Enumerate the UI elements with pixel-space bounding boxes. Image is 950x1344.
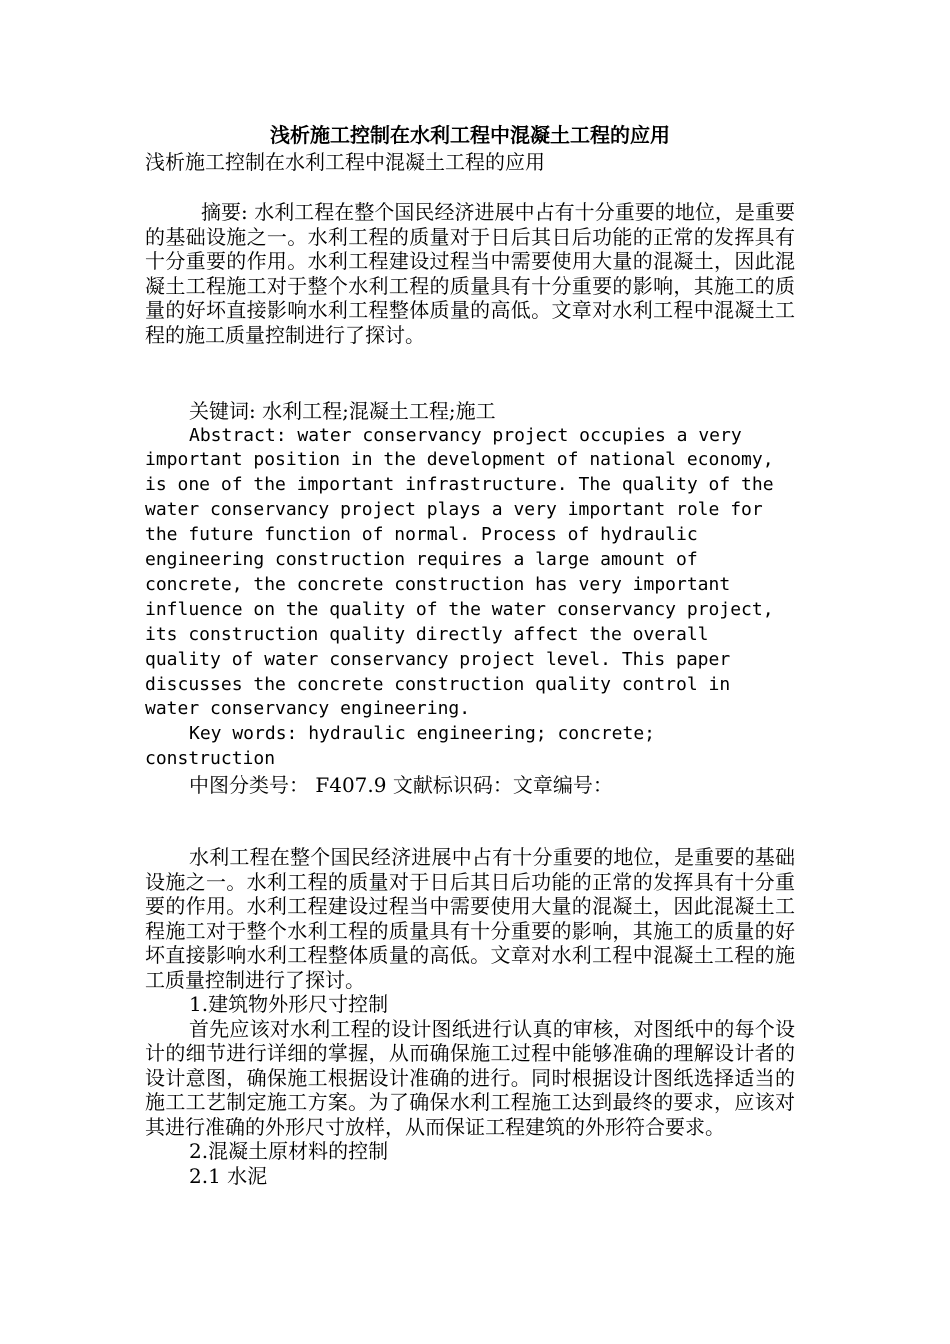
- keywords-chinese: 关键词: 水利工程;混凝土工程;施工: [189, 399, 496, 423]
- spacer: [145, 174, 795, 200]
- section-1-body: 首先应该对水利工程的设计图纸进行认真的审核，对图纸中的每个设计的细节进行详细的掌握，从而确保施工过程中能够准确的理解设计者的设计意图，确保施工根据设计准确的进行。同时根据设计图纸选择适当的施工工艺制定施工方案。为了确保水利工程施工达到最终的要求，应该对其进行准确的外形尺寸放样，从而保证工程建筑的外形符合要求。: [145, 1016, 795, 1139]
- section-2-heading: 2.混凝土原材料的控制: [189, 1139, 389, 1164]
- abstract-chinese: 摘要: 水利工程在整个国民经济进展中占有十分重要的地位，是重要的基础设施之一。水利工程的质量对于日后其日后功能的正常的发挥具有十分重要的作用。水利工程建设过程当中需要使用大量的混凝土，因此混凝土工程施工对于整个水利工程的质量具有十分重要的影响，其施工的质量的好坏直接影响水利工程整体质量的高低。文章对水利工程中混凝土工程的施工质量控制进行了探讨。: [145, 200, 795, 347]
- abstract-english: Abstract: water conservancy project occupies a very important position in the development of national economy, is one of the important infrastructure. The quality of the water conservancy project plays a very important role for the future function of normal. Process of hydraulic engineering construction requires a large amount of concrete, the concrete construction has very important influence on the quality of the water conservancy project, its construction quality directly affect the overall quality of water conservancy project level. This paper discusses the concrete construction quality control in water conservancy engineering.: [145, 424, 785, 720]
- intro-paragraph: 水利工程在整个国民经济进展中占有十分重要的地位，是重要的基础设施之一。水利工程的质量对于日后其日后功能的正常的发挥具有十分重要的作用。水利工程建设过程当中需要使用大量的混凝土，因此混凝土工程施工对于整个水利工程的质量具有十分重要的影响，其施工的质量的好坏直接影响水利工程整体质量的高低。文章对水利工程中混凝土工程的施工质量控制进行了探讨。: [145, 845, 795, 992]
- keywords-english: Key words: hydraulic engineering; concrete; construction: [145, 723, 666, 770]
- section-1-heading: 1.建筑物外形尺寸控制: [189, 992, 389, 1017]
- spacer: [145, 798, 795, 845]
- document-page: [145, 120, 795, 1188]
- document-subtitle: 浅析施工控制在水利工程中混凝土工程的应用: [145, 150, 545, 174]
- section-2-1-heading: 2.1 水泥: [189, 1163, 268, 1188]
- document-title: 浅析施工控制在水利工程中混凝土工程的应用: [270, 123, 670, 147]
- classification-line: 中图分类号： F407.9 文献标识码：文章编号：: [189, 773, 613, 798]
- spacer: [145, 347, 795, 399]
